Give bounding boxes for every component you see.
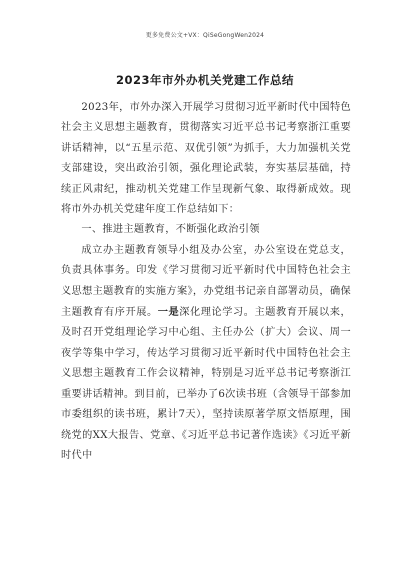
- emphasis-marker: 一是: [157, 306, 180, 319]
- document-title: 2023年市外办机关党建工作总结: [115, 73, 294, 87]
- intro-paragraph: 2023年，市外办深入开展学习贯彻习近平新时代中国特色社会主义思想主题教育，贯彻落实习近平总书记考察浙江重要讲话精神，以“五星示范、双优引领”为抓手，大力加强机关党支部建设，突出政治引领，强化理论武装，夯实基层基础，持续正风肃纪，推动机关党建工作呈现新气象、取得新成效。现将市外办机关党建年度工作总结如下：: [61, 102, 351, 216]
- paragraph-text: 成立办主题教育领导小组及办公室，办公室设在党总支，负责具体事务。印发《学习贯彻习近平新时代中国特色社会主义思想主题教育的实施方案》，办党组书记亲自部署动员，确保主题教育有序开展。: [61, 244, 351, 319]
- header-note: 更多免费公文+VX：QiSeGongWen2024: [145, 32, 265, 39]
- document-body: [61, 98, 351, 466]
- section-heading-1: 一、推进主题教育，不断强化政治引领: [81, 224, 260, 236]
- section-1-paragraph: [61, 241, 351, 466]
- paragraph-text-continued: 深化理论学习。主题教育开展以来，及时召开党组理论学习中心组、主任办公（扩大）会议、周一夜学等集中学习，传达学习贯彻习近平新时代中国特色社会主义思想主题教育工作会议精神，特别是习近平总书记考察浙江重要讲话精神。到目前，已举办了6次读书班（含领导干部参加市委组织的读书班，累计7天），坚持读原著学原文悟原理，围绕党的XX大报告、党章、《习近平总书记著作选读》《习近平新时代中: [61, 307, 351, 461]
